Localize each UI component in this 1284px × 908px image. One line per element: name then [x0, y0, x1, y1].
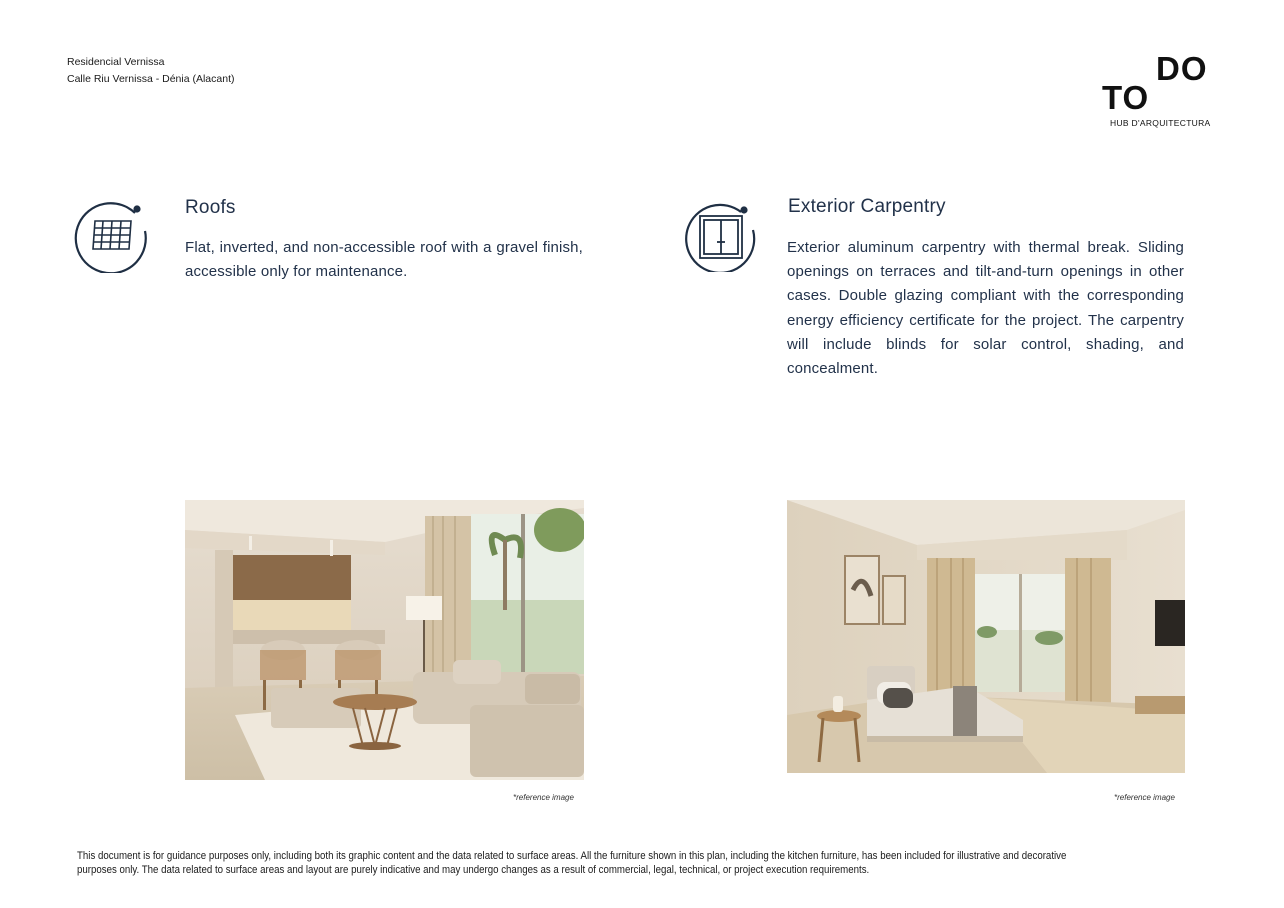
todo-logo — [1100, 50, 1230, 130]
logo-word-do: DO — [1156, 50, 1208, 87]
project-header — [67, 54, 235, 88]
project-name: Residencial Vernissa — [67, 56, 165, 68]
living-room-photo — [185, 500, 584, 780]
carpentry-title: Exterior Carpentry — [788, 196, 946, 217]
bedroom-photo — [787, 500, 1185, 773]
disclaimer-text: This document is for guidance purposes only, including both its graphic content and the data related to surface areas. All the furniture shown in this plan, including the kitchen furniture, has been included for illustrative and decorative purposes only. The data related to surface areas and layout are purely indicative and may undergo changes as a result of commercial, legal, technical, or project execution requirements. — [77, 850, 1067, 876]
window-frame-icon — [683, 198, 761, 272]
living-room-caption: *reference image — [513, 793, 574, 802]
bedroom-caption: *reference image — [1114, 793, 1175, 802]
roof-tiles-icon — [73, 197, 153, 273]
project-address: Calle Riu Vernissa - Dénia (Alacant) — [67, 73, 235, 85]
roofs-description: Flat, inverted, and non-accessible roof with a gravel finish, accessible only for maintenance. — [185, 239, 583, 281]
carpentry-description: Exterior aluminum carpentry with thermal break. Sliding openings on terraces and tilt-and-turn openings in other cases. Double glazing compliant with the corresponding energy efficiency certificate for the project. The carpentry will include blinds for solar control, shading, and concealment. — [787, 239, 1184, 378]
roofs-title: Roofs — [185, 197, 236, 218]
logo-tagline: HUB D'ARQUITECTURA — [1110, 118, 1211, 128]
logo-word-to: TO — [1102, 79, 1150, 116]
